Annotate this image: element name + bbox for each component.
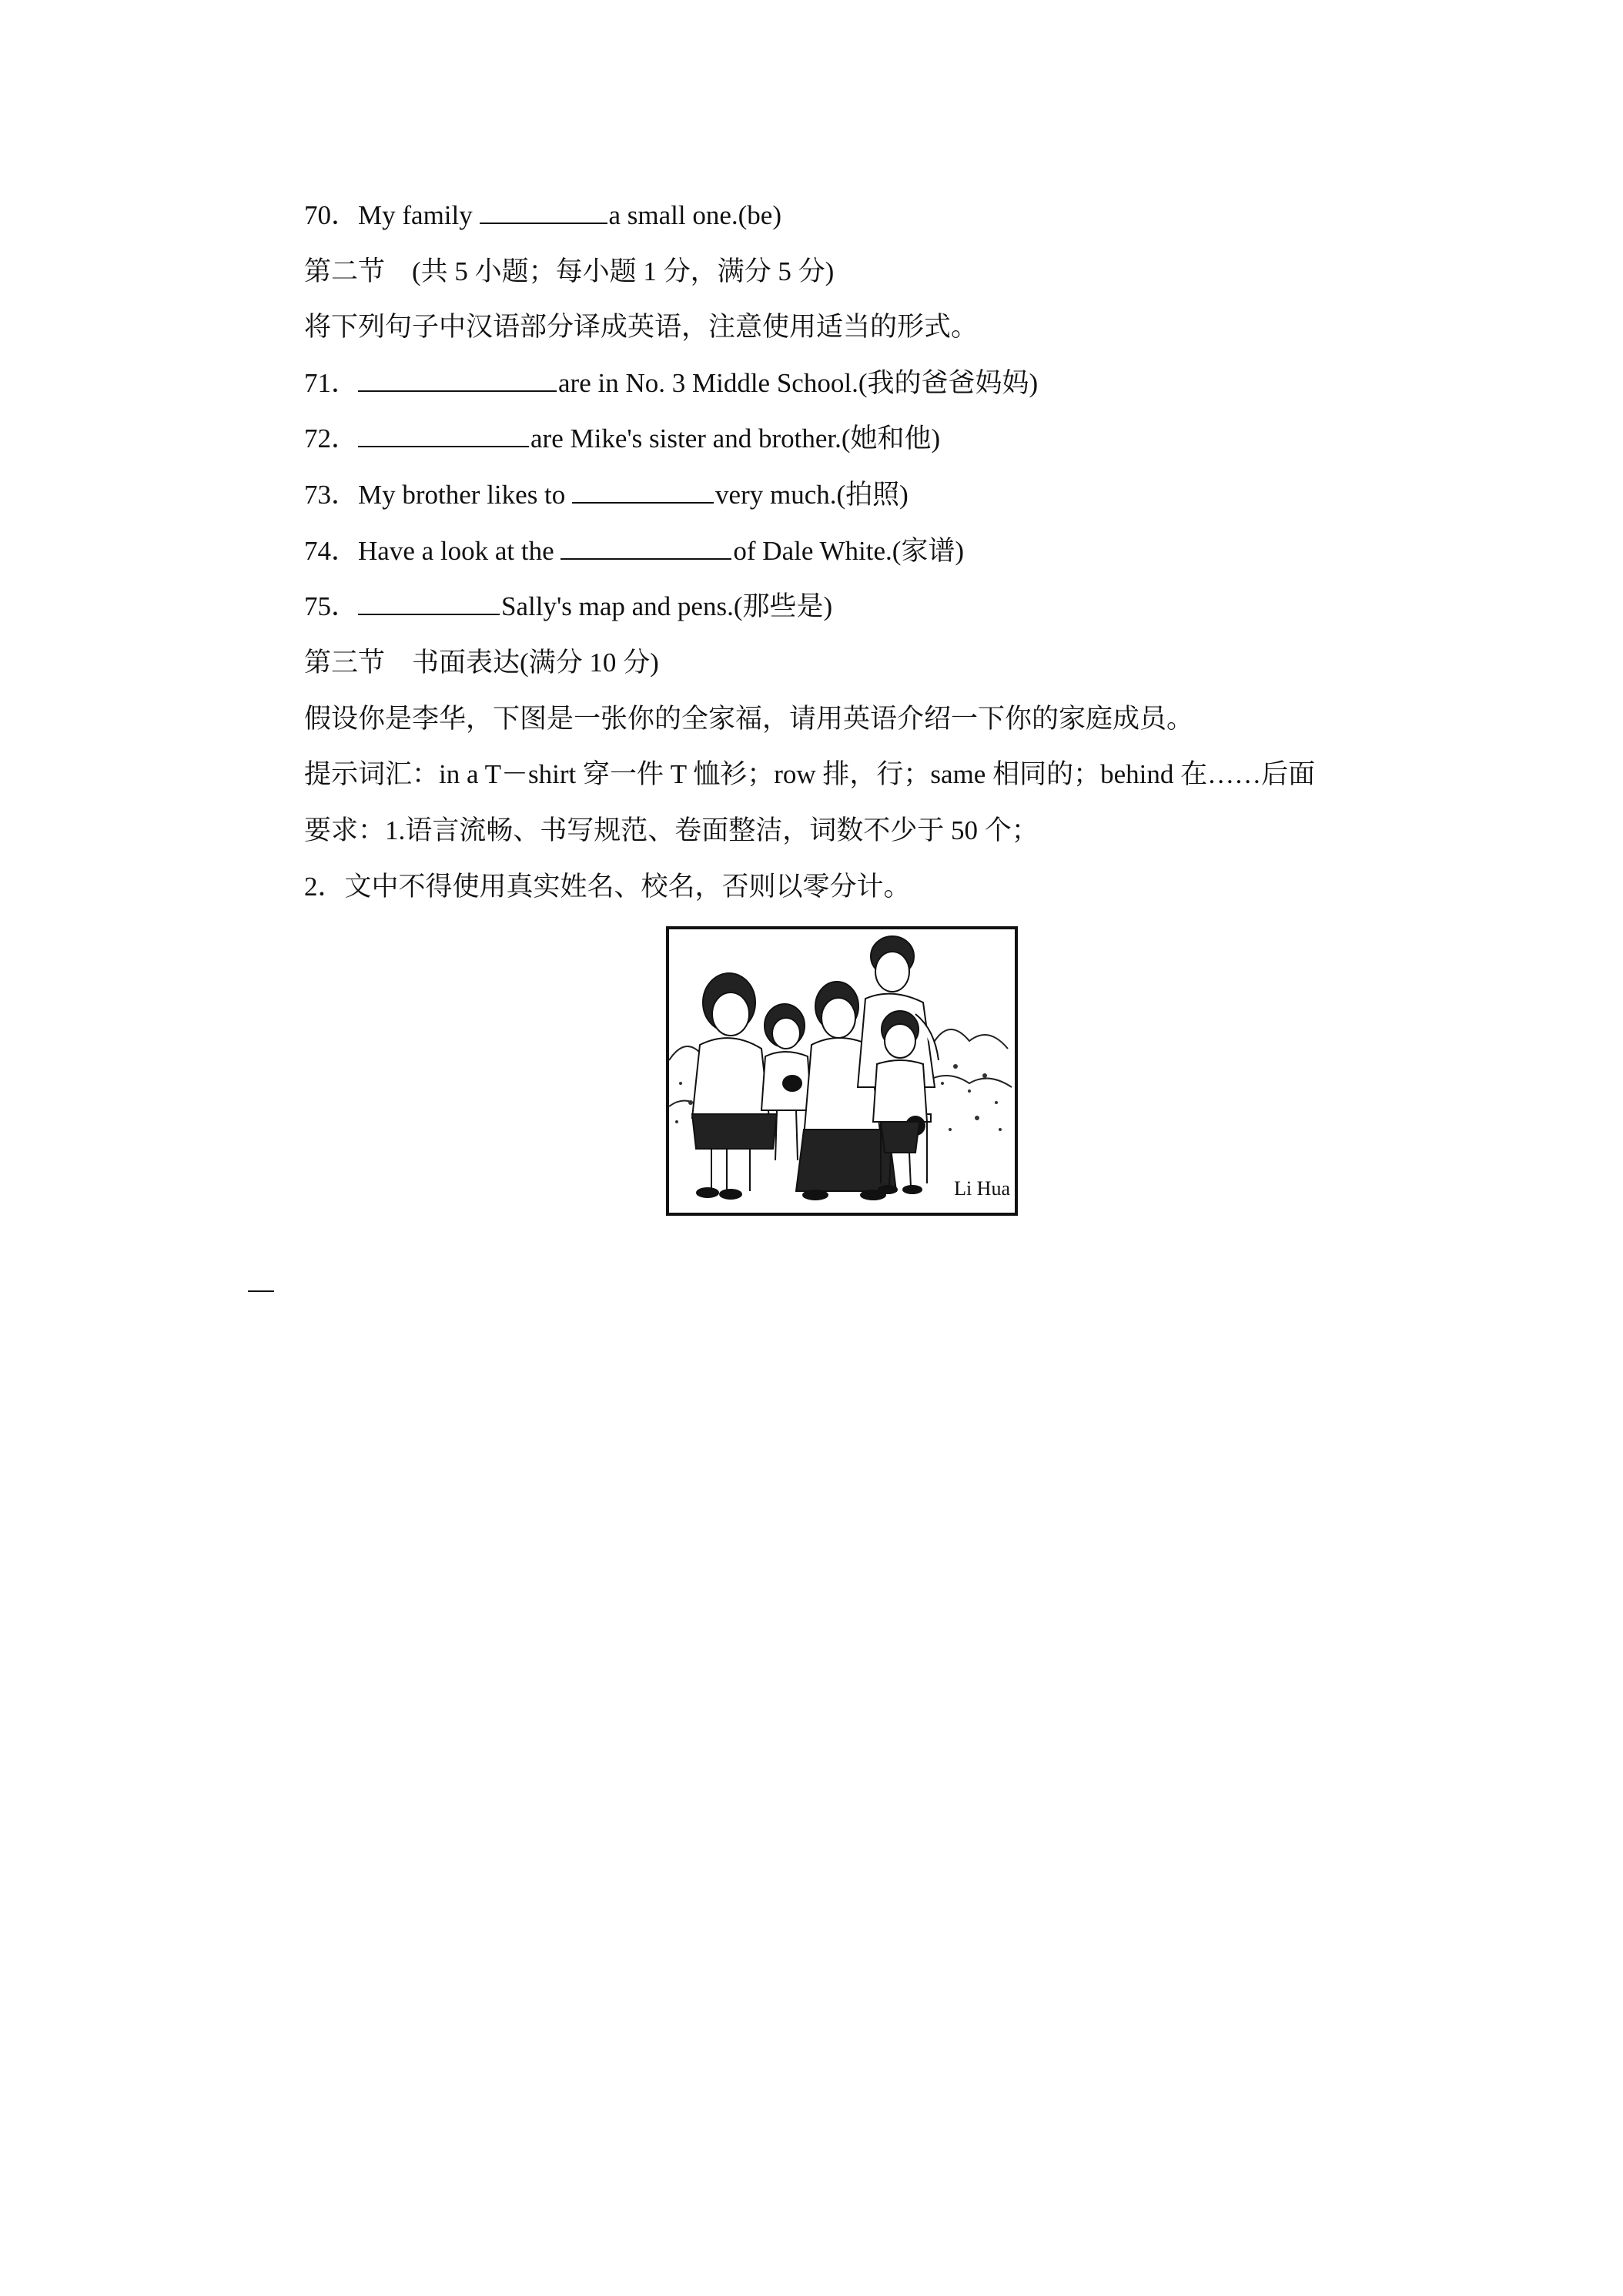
family-drawing [669, 929, 1015, 1213]
question-text-before: My brother likes to [358, 480, 573, 510]
question-74 [304, 534, 964, 568]
question-73 [304, 478, 909, 512]
section-3-heading: 第三节 书面表达(满分 10 分) [304, 648, 659, 678]
question-72 [304, 422, 940, 456]
question-text-after: Sally's map and pens.(那些是) [501, 591, 833, 621]
family-photo-illustration [666, 926, 1018, 1216]
question-text-before: My family [358, 200, 480, 230]
question-text-after: a small one.(be) [608, 200, 781, 230]
question-number: 70． [304, 200, 359, 230]
vocabulary-hint: 提示词汇：in a T－shirt 穿一件 T 恤衫；row 排，行；same 相同的；behind 在……后面 [304, 759, 1316, 789]
answer-blank[interactable] [480, 199, 607, 224]
question-71 [304, 366, 1038, 400]
question-number: 71． [304, 368, 359, 398]
answer-blank[interactable] [572, 479, 714, 504]
answer-blank[interactable] [358, 591, 500, 615]
question-number: 75． [304, 591, 359, 621]
question-number: 73． [304, 480, 359, 510]
question-text-after: very much.(拍照) [715, 480, 909, 510]
writing-prompt: 假设你是李华，下图是一张你的全家福，请用英语介绍一下你的家庭成员。 [304, 704, 1194, 734]
question-text-after: are Mike's sister and brother.(她和他) [530, 423, 941, 454]
section-2-instruction: 将下列句子中汉语部分译成英语，注意使用适当的形式。 [304, 312, 979, 342]
answer-blank[interactable] [358, 367, 557, 392]
question-number: 72． [304, 423, 359, 454]
section-2-heading: 第二节 (共 5 小题；每小题 1 分，满分 5 分) [304, 256, 835, 286]
question-70 [304, 199, 781, 233]
requirement-1: 要求：1.语言流畅、书写规范、卷面整洁，词数不少于 50 个； [304, 815, 1039, 845]
question-number: 74． [304, 536, 359, 566]
answer-blank[interactable] [561, 535, 731, 560]
question-text-after: are in No. 3 Middle School.(我的爸爸妈妈) [558, 368, 1039, 398]
question-text-before: Have a look at the [358, 536, 561, 566]
question-75 [304, 590, 832, 624]
question-text-after: of Dale White.(家谱) [733, 536, 965, 566]
picture-caption: Li Hua [954, 1177, 1010, 1200]
requirement-2: 2．文中不得使用真实姓名、校名，否则以零分计。 [304, 872, 911, 902]
margin-dash [248, 1290, 274, 1292]
answer-blank[interactable] [358, 423, 529, 447]
